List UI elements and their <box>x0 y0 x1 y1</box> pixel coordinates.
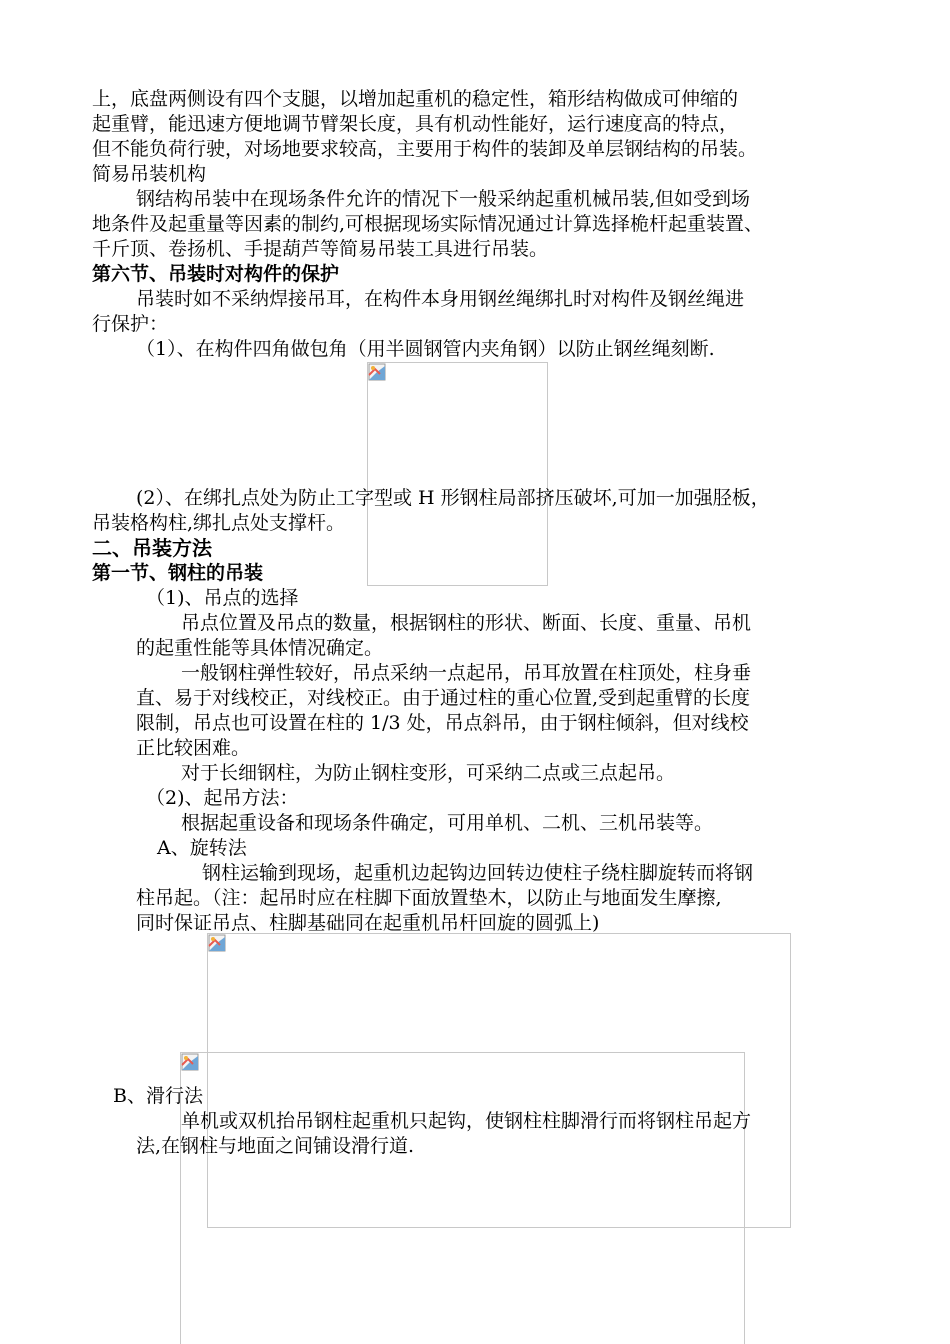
section-heading: 第六节、吊装时对构件的保护 <box>92 263 340 285</box>
paragraph-line: 同时保证吊点、柱脚基础同在起重机吊杆回旋的圆弧上) <box>136 912 600 934</box>
paragraph-line: 对于长细钢柱，为防止钢柱变形，可采纳二点或三点起吊。 <box>181 762 676 784</box>
section-heading: 第一节、钢柱的吊装 <box>92 562 264 584</box>
paragraph-line: 起重臂，能迅速方便地调节臂架长度，具有机动性能好，运行速度高的特点， <box>92 113 739 135</box>
paragraph-line: 但不能负荷行驶，对场地要求较高，主要用于构件的装卸及单层钢结构的吊装。 <box>92 138 758 160</box>
paragraph-line: 吊点位置及吊点的数量，根据钢柱的形状、断面、长度、重量、吊机 <box>181 612 752 634</box>
paragraph-line: 限制，吊点也可设置在柱的 1/3 处，吊点斜吊，由于钢柱倾斜，但对线校 <box>136 712 749 734</box>
image-placeholder-1 <box>367 362 548 586</box>
broken-image-icon <box>208 934 226 952</box>
paragraph-line: 法,在钢柱与地面之间铺设滑行道. <box>136 1135 415 1157</box>
paragraph-line: 吊装格构柱,绑扎点处支撑杆。 <box>92 512 346 534</box>
paragraph-line: 上，底盘两侧设有四个支腿，以增加起重机的稳定性，箱形结构做成可伸缩的 <box>92 88 739 110</box>
paragraph-line: 的起重性能等具体情况确定。 <box>136 637 384 659</box>
paragraph-line: （2)、起吊方法： <box>146 787 299 809</box>
broken-image-icon <box>368 363 386 381</box>
paragraph-line: 行保护： <box>92 313 169 335</box>
paragraph-line: 钢结构吊装中在现场条件允许的情况下一般采纳起重机械吊装,但如受到场 <box>136 188 751 210</box>
paragraph-line: 根据起重设备和现场条件确定，可用单机、二机、三机吊装等。 <box>181 812 714 834</box>
paragraph-line: 简易吊装机构 <box>92 163 207 185</box>
paragraph-line: A、旋转法 <box>157 837 247 859</box>
paragraph-line: B、滑行法 <box>113 1085 203 1107</box>
paragraph-line: 柱吊起。（注：起吊时应在柱脚下面放置垫木，以防止与地面发生摩擦, <box>136 887 722 909</box>
paragraph-line: （1）、在构件四角做包角（用半圆钢管内夹角钢）以防止钢丝绳刻断. <box>136 338 715 360</box>
paragraph-line: 单机或双机抬吊钢柱起重机只起钩，使钢柱柱脚滑行而将钢柱吊起方 <box>181 1110 752 1132</box>
paragraph-line: 正比较困难。 <box>136 737 251 759</box>
paragraph-line: 千斤顶、卷扬机、手提葫芦等简易吊装工具进行吊装。 <box>92 238 549 260</box>
paragraph-line: （1)、吊点的选择 <box>146 587 299 609</box>
paragraph-line: 一般钢柱弹性较好，吊点采纳一点起吊，吊耳放置在柱顶处，柱身垂 <box>181 662 752 684</box>
paragraph-line: 钢柱运输到现场，起重机边起钩边回转边使柱子绕柱脚旋转而将钢 <box>202 862 754 884</box>
paragraph-line: 地条件及起重量等因素的制约,可根据现场实际情况通过计算选择桅杆起重装置、 <box>92 213 764 235</box>
broken-image-icon <box>181 1053 199 1071</box>
paragraph-line: 直、易于对线校正，对线校正。由于通过柱的重心位置,受到起重臂的长度 <box>136 687 751 709</box>
paragraph-line: (2）、在绑扎点处为防止工字型或 H 形钢柱局部挤压破坏,可加一加强胫板， <box>136 487 770 509</box>
paragraph-line: 吊装时如不采纳焊接吊耳，在构件本身用钢丝绳绑扎时对构件及钢丝绳进 <box>136 288 745 310</box>
chapter-heading: 二、吊装方法 <box>92 536 212 560</box>
image-placeholder-3 <box>180 1052 745 1344</box>
